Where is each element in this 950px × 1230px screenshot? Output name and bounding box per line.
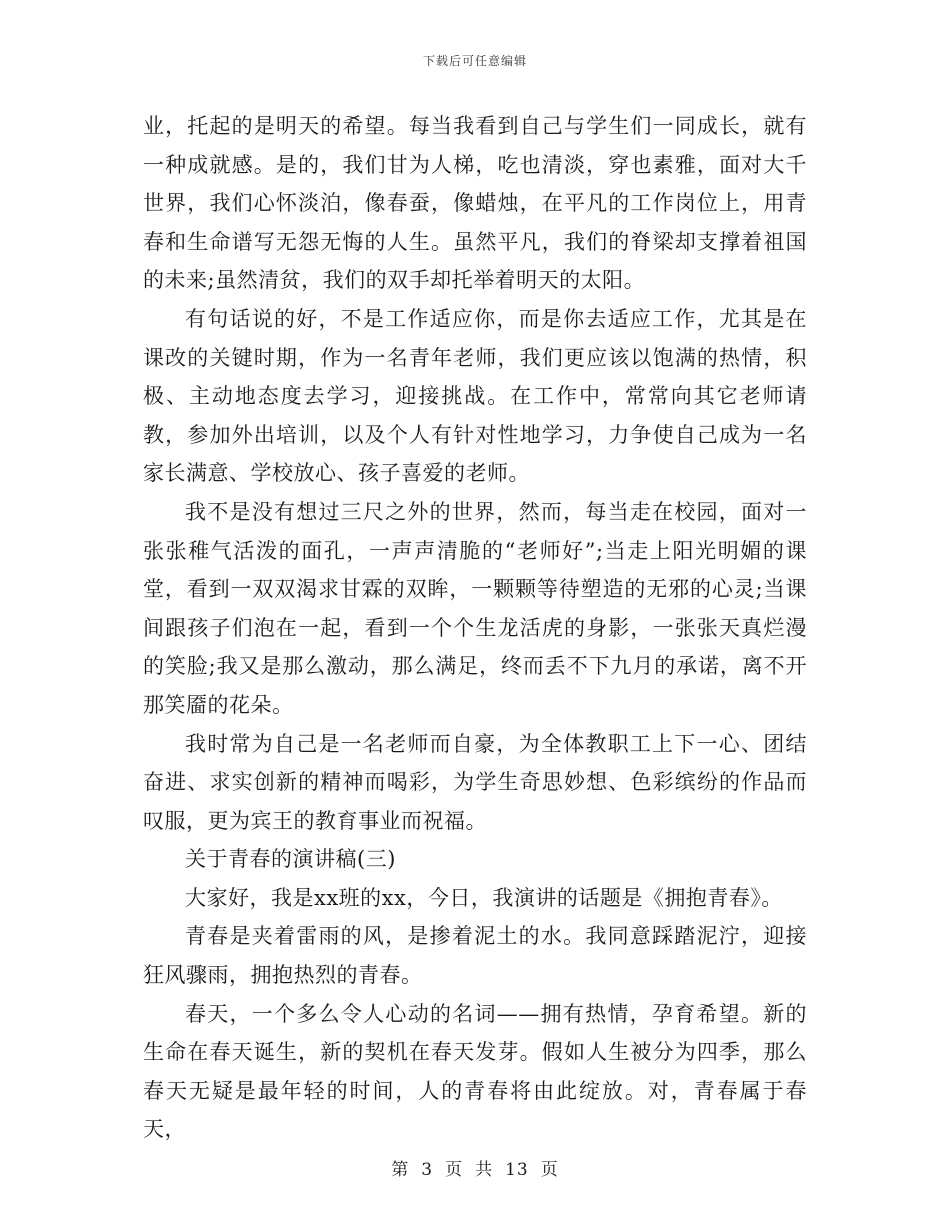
page-footer xyxy=(0,1155,950,1180)
footer-total-pages: 13 xyxy=(505,1160,529,1180)
paragraph-greeting: 大家好，我是xx班的xx，今日，我演讲的话题是《拥抱青春》。 xyxy=(185,885,783,910)
paragraph-1: 业，托起的是明天的希望。每当我看到自己与学生们一同成长，就有一种成就感。是的，我们甘为人梯，吃也清淡，穿也素雅，面对大千世界，我们心怀淡泊，像春蚕，像蜡烛，在平凡的工作岗位上，用青春和生命谱写无怨无悔的人生。虽然平凡，我们的脊梁却支撑着祖国的未来;虽然清贫，我们的双手却托举着明天的太阳。 xyxy=(143,114,807,293)
section-heading: 关于青春的演讲稿(三) xyxy=(185,847,396,872)
footer-suffix: 页 xyxy=(540,1160,559,1180)
footer-page-label: 页 xyxy=(445,1160,464,1180)
footer-prefix: 第 xyxy=(391,1160,410,1180)
footer-total-label: 共 xyxy=(475,1160,494,1180)
paragraph-2: 有句话说的好，不是工作适应你，而是你去适应工作，尤其是在课改的关键时期，作为一名青年老师，我们更应该以饱满的热情，积极、主动地态度去学习，迎接挑战。在工作中，常常向其它老师请教，参加外出培训，以及个人有针对性地学习，力争使自己成为一名家长满意、学校放心、孩子喜爱的老师。 xyxy=(143,306,807,486)
header-note: 下载后可任意编辑 xyxy=(422,54,527,68)
footer-page-number: 3 xyxy=(421,1160,434,1180)
paragraph-6: 青春是夹着雷雨的风，是掺着泥土的水。我同意踩踏泥泞，迎接狂风骤雨，拥抱热烈的青春。 xyxy=(143,924,807,988)
paragraph-4: 我时常为自己是一名老师而自豪，为全体教职工上下一心、团结奋进、求实创新的精神而喝彩，为学生奇思妙想、色彩缤纷的作品而叹服，更为宾王的教育事业而祝福。 xyxy=(143,731,807,833)
paragraph-7: 春天，一个多么令人心动的名词——拥有热情，孕育希望。新的生命在春天诞生，新的契机在春天发芽。假如人生被分为四季，那么春天无疑是最年轻的时间，人的青春将由此绽放。对，青春属于春天， xyxy=(143,1001,807,1142)
paragraph-3: 我不是没有想过三尺之外的世界，然而，每当走在校园，面对一张张稚气活泼的面孔，一声声清脆的“老师好”;当走上阳光明媚的课堂，看到一双双渴求甘霖的双眸，一颗颗等待塑造的无邪的心灵;当课间跟孩子们泡在一起，看到一个个生龙活虎的身影，一张张天真烂漫的笑脸;我又是那么激动，那么满足，终而丢不下九月的承诺，离不开那笑靥的花朵。 xyxy=(143,499,807,717)
document-body xyxy=(143,107,807,1149)
